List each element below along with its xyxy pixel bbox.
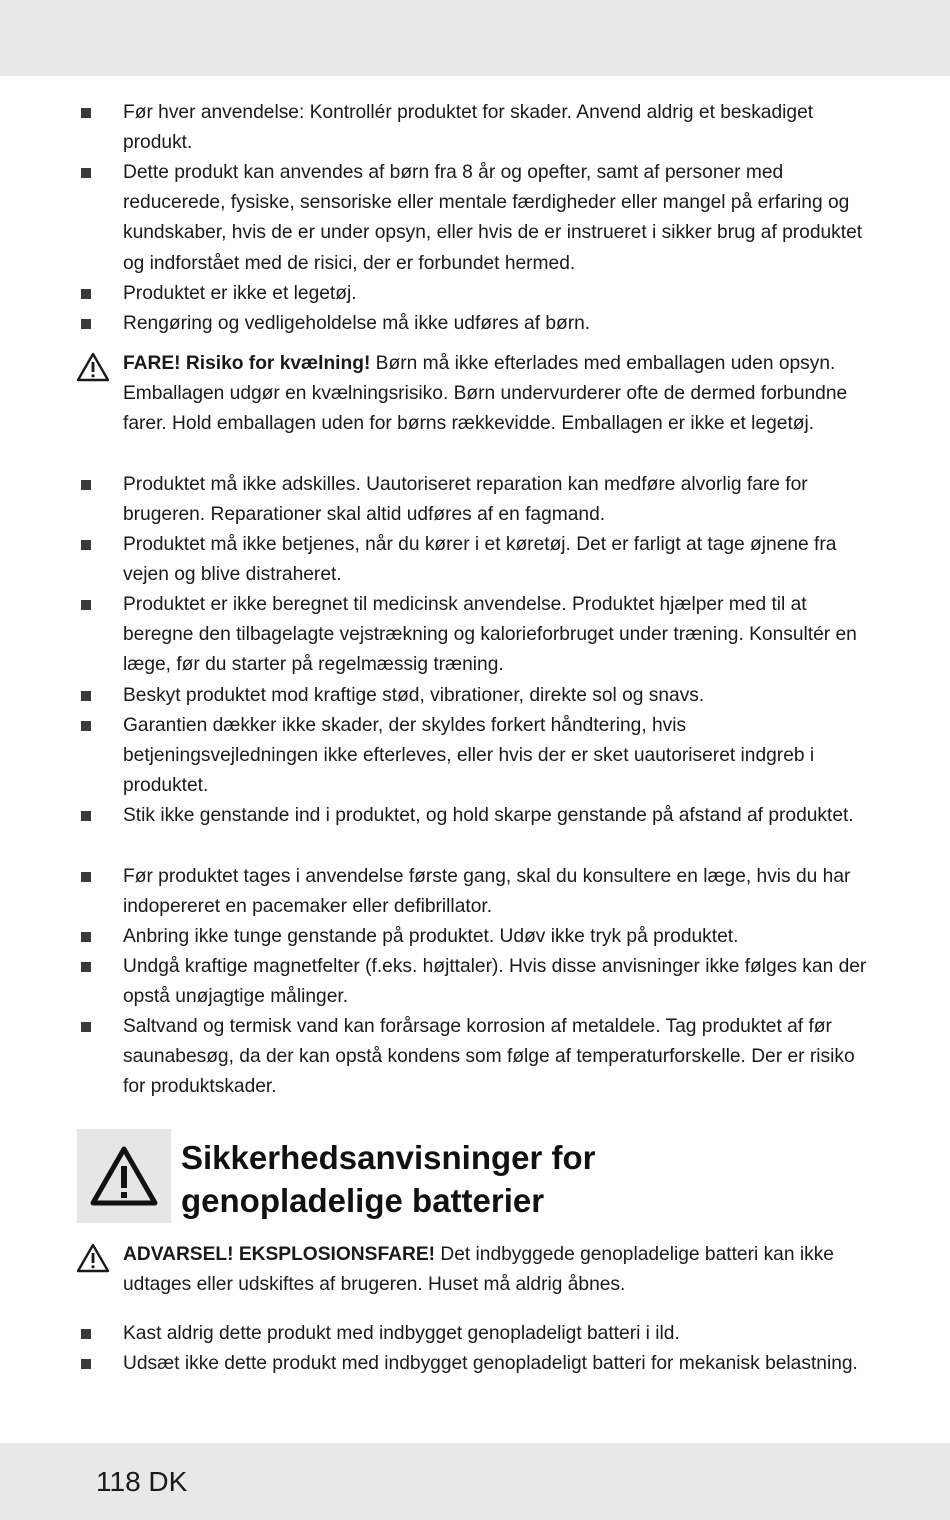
- section-heading-line: genopladelige batterier: [181, 1182, 545, 1219]
- page-number: 118 DK: [96, 1466, 188, 1497]
- bullet-icon: [81, 540, 91, 550]
- list-item: [123, 952, 873, 1012]
- bullet-icon: [81, 872, 91, 882]
- list-item: [123, 309, 873, 339]
- item-text: Udsæt ikke dette produkt med indbygget genopladeligt batteri for mekanisk belastning.: [123, 1353, 858, 1374]
- item-text: Anbring ikke tunge genstande på produktet. Udøv ikke tryk på produktet.: [123, 926, 739, 947]
- item-text: Før produktet tages i anvendelse første gang, skal du konsultere en læge, hvis du har indopereret en pacemaker eller defibrillator.: [123, 866, 851, 918]
- item-text: Garantien dækker ikke skader, der skyldes forkert håndtering, hvis betjeningsvejledningen ikke efterleves, eller hvis der er sket uautoriseret indgreb i produktet.: [123, 715, 815, 797]
- bullet-icon: [81, 691, 91, 701]
- list-item: [123, 1349, 873, 1379]
- list-item: [123, 862, 873, 922]
- list-item: [123, 470, 873, 530]
- list-item: [123, 530, 873, 590]
- item-text: Børn må ikke efterlades med emballagen uden opsyn. Emballagen udgør en kvælningsrisiko. Børn undervurderer ofte de dermed forbundne farer. Hold emballagen uden for børns rækkevidde. Emballagen er ikke et legetøj.: [123, 353, 848, 435]
- item-text: Før hver anvendelse: Kontrollér produktet for skader. Anvend aldrig et beskadiget produkt.: [123, 102, 814, 154]
- battery-warning: [123, 1240, 873, 1300]
- danger-notice: [123, 349, 873, 440]
- item-text: Produktet er ikke beregnet til medicinsk anvendelse. Produktet hjælper med til at beregne den tilbagelagte vejstrækning og kalorieforbruget under træning. Konsultér en læge, før du starter på regelmæssig træning.: [123, 594, 857, 676]
- bullet-icon: [81, 1359, 91, 1369]
- bullet-icon: [81, 962, 91, 972]
- list-item: [123, 1012, 873, 1103]
- item-text: Stik ikke genstande ind i produktet, og hold skarpe genstande på afstand af produktet.: [123, 805, 854, 826]
- item-text: Dette produkt kan anvendes af børn fra 8 år og opefter, samt af personer med reducerede, fysiske, sensoriske eller mentale færdigheder eller mangel på erfaring og kundskaber, hvis de er under opsyn, eller hvis de er instrueret i sikker brug af produktet og indforstået med de risici, der er forbundet hermed.: [123, 162, 863, 274]
- list-item: [123, 801, 873, 831]
- list-item: [123, 1319, 873, 1349]
- item-text: Rengøring og vedligeholdelse må ikke udføres af børn.: [123, 313, 591, 334]
- item-text: Saltvand og termisk vand kan forårsage korrosion af metaldele. Tag produktet af før saunabesøg, da der kan opstå kondens som følge af temperaturforskelle. Der er risiko for produktskader.: [123, 1016, 855, 1098]
- list-item: [123, 279, 873, 309]
- item-text: Produktet er ikke et legetøj.: [123, 283, 357, 304]
- bullet-icon: [81, 811, 91, 821]
- item-text: Kast aldrig dette produkt med indbygget genopladeligt batteri i ild.: [123, 1323, 680, 1344]
- bullet-icon: [81, 600, 91, 610]
- item-text: Undgå kraftige magnetfelter (f.eks. højttaler). Hvis disse anvisninger ikke følges kan der opstå unøjagtige målinger.: [123, 956, 867, 1008]
- section-heading-line: Sikkerhedsanvisninger for: [181, 1139, 596, 1176]
- warning-triangle-icon: [76, 352, 110, 382]
- warning-triangle-icon: [89, 1145, 159, 1207]
- bullet-icon: [81, 108, 91, 118]
- list-item: [123, 922, 873, 952]
- item-text: Produktet må ikke betjenes, når du kører i et køretøj. Det er farligt at tage øjnene fra vejen og blive distraheret.: [123, 534, 837, 586]
- warning-triangle-icon: [76, 1243, 110, 1273]
- bullet-icon: [81, 721, 91, 731]
- bullet-icon: [81, 1329, 91, 1339]
- list-item: [123, 98, 873, 158]
- item-text: Produktet må ikke adskilles. Uautoriseret reparation kan medføre alvorlig fare for brugeren. Reparationer skal altid udføres af en fagmand.: [123, 474, 808, 526]
- section-warning-box: [77, 1129, 171, 1223]
- list-item: [123, 158, 873, 279]
- bullet-icon: [81, 1022, 91, 1032]
- list-item: [123, 681, 873, 711]
- top-band: [0, 0, 950, 76]
- list-item: [123, 711, 873, 802]
- danger-label: FARE! Risiko for kvælning!: [123, 353, 371, 374]
- bullet-icon: [81, 480, 91, 490]
- bullet-icon: [81, 932, 91, 942]
- bullet-icon: [81, 289, 91, 299]
- section-heading: [181, 1136, 881, 1222]
- bullet-icon: [81, 319, 91, 329]
- warning-label: ADVARSEL! EKSPLOSIONSFARE!: [123, 1244, 436, 1265]
- list-item: [123, 590, 873, 681]
- warning-text: Det indbyggede genopladelige batteri kan ikke udtages eller udskiftes af brugeren. Huset må aldrig åbnes.: [123, 1244, 834, 1296]
- item-text: Beskyt produktet mod kraftige stød, vibrationer, direkte sol og snavs.: [123, 685, 705, 706]
- bullet-icon: [81, 168, 91, 178]
